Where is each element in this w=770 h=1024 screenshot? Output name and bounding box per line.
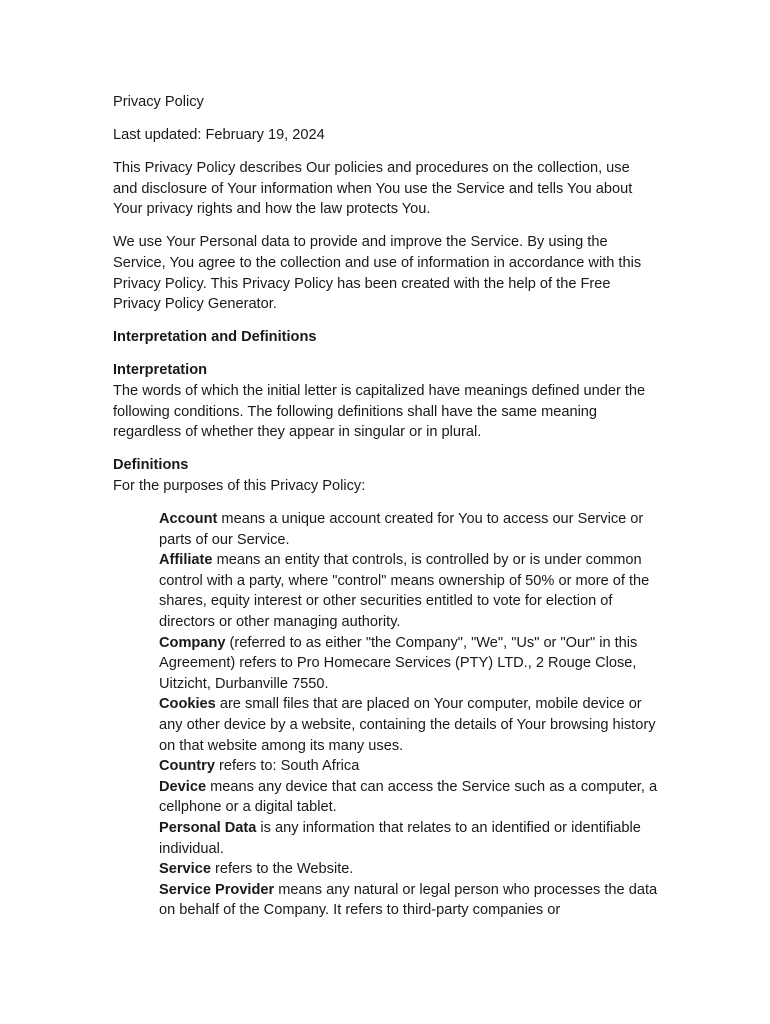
definition-text: refers to: South Africa xyxy=(214,758,360,775)
definitions-heading: Definitions xyxy=(113,457,189,474)
definition-term: Personal Data xyxy=(159,819,257,836)
interpretation-block xyxy=(113,360,653,442)
document-page xyxy=(113,92,658,921)
definitions-list xyxy=(113,509,659,921)
definition-item xyxy=(159,550,659,632)
definition-term: Service Provider xyxy=(159,881,275,898)
document-title: Privacy Policy xyxy=(113,94,204,110)
section-heading-interpretation-definitions: Interpretation and Definitions xyxy=(113,329,317,346)
definition-term: Service xyxy=(159,861,211,878)
definitions-block xyxy=(113,455,653,496)
intro-paragraph-2: We use Your Personal data to provide and improve the Service. By using the Service, You agree to the collection and use of information in accordance with this Privacy Policy. This Privacy Policy has been created with the help of the Free Privacy Policy Generator. xyxy=(113,234,642,313)
definition-text: refers to the Website. xyxy=(210,861,354,878)
definition-term: Affiliate xyxy=(159,552,213,569)
last-updated: Last updated: February 19, 2024 xyxy=(113,127,325,144)
definition-term: Company xyxy=(159,634,226,651)
definition-text: are small files that are placed on Your computer, mobile device or any other device by a website, containing the details of Your browsing history on that website among its many uses. xyxy=(159,696,656,754)
definition-item xyxy=(159,818,659,859)
definition-term: Cookies xyxy=(159,696,216,713)
definition-text: (referred to as either "the Company", "We", "Us" or "Our" in this Agreement) refers to Pro Homecare Services (PTY) LTD., 2 Rouge Close, Uitzicht, Durbanville 7550. xyxy=(159,634,638,692)
definitions-intro: For the purposes of this Privacy Policy: xyxy=(113,477,366,494)
definition-term: Device xyxy=(159,778,207,795)
definition-item xyxy=(159,777,659,818)
interpretation-body: The words of which the initial letter is capitalized have meanings defined under the following conditions. The following definitions shall have the same meaning regardless of whether they appear in singular or in plural. xyxy=(113,383,646,441)
definition-item xyxy=(159,633,659,695)
definition-item xyxy=(159,509,659,550)
interpretation-heading: Interpretation xyxy=(113,362,208,379)
definition-term: Account xyxy=(159,511,218,527)
definition-item xyxy=(159,756,659,777)
definition-term: Country xyxy=(159,758,215,775)
intro-paragraph-1: This Privacy Policy describes Our policies and procedures on the collection, use and disclosure of Your information when You use the Service and tells You about Your privacy rights and how the law protects You. xyxy=(113,160,633,218)
definition-text: means a unique account created for You to access our Service or parts of our Service. xyxy=(159,511,644,548)
definition-item xyxy=(159,880,659,921)
definition-item xyxy=(159,859,659,880)
definition-text: means any natural or legal person who processes the data on behalf of the Company. It refers to third-party companies or xyxy=(159,881,658,919)
definition-item xyxy=(159,694,659,756)
definition-text: is any information that relates to an identified or identifiable individual. xyxy=(159,819,641,857)
definition-text: means any device that can access the Service such as a computer, a cellphone or a digital tablet. xyxy=(159,778,658,816)
definition-text: means an entity that controls, is controlled by or is under common control with a party, where "control" means ownership of 50% or more of the shares, equity interest or other securities entitled to vote for election of directors or other managing authority. xyxy=(159,552,650,630)
